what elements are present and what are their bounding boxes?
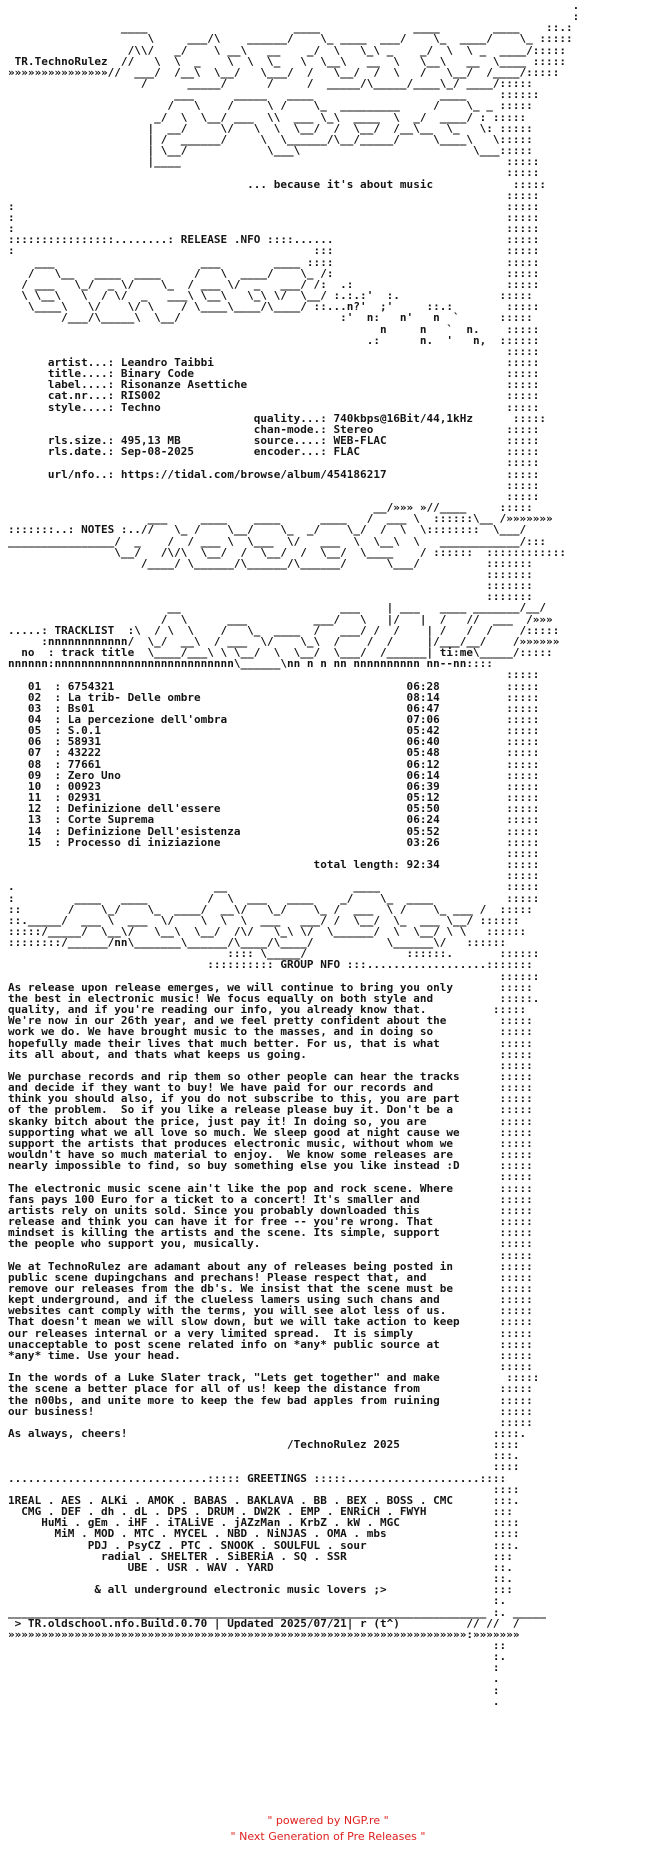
tagline-line: " Next Generation of Pre Releases " — [230, 1830, 426, 1843]
powered-by-line: " powered by NGP.re " — [267, 1814, 389, 1827]
nfo-text-block: . : ____ ____ ____ ____ ::.: \ ___/\ ______/ \_ ____ ___/ \_ ____/ \_ ::::: /\\/ _/ \ __\ __ _/ \ \_\ _ _/ \ \ _ ____/::::: TR.TechnoRulez // \ \ _ \ \ \_ \ \__\ __ \ \__\ __ \____ ::::: »»»»»»»»»»»»»»»// ___/ /__\ \__/ \___/ / \__/ / \ / \__/ /____/::::: / _____/ / / _____/\_____/____\_/ ____/::::: ___ _____ ____ ____ :::::: / \ / \ / \_ _________ / \_ _ ::::: _/ \ \__/ ___ \\ ___ \_\ ____ \ _/ ____/ : ::::: | __/ \/ \ \ \__/ / \__/ /__\__ \_ \: ::::: | / ______/ \ \______/\__/_____/ \____\ \::::: | \__/ \___\ \___::::: |____ ::::: ::::: ... because it's about music ::::: ::::: : ::::: : ::::: : ::::: ::::::::::::::::........: RELEASE .NFO ::::...... ::::: : ::: ::::: ___ ___ ____ :::: ::::: / \__ ____ ____ / \ ____/ \_ /: ::::: / ___ \_/ _ \/ \_ / ___ \/ _ ___/ /: .: ::::: \ \__\ \ / \/ _ ___\ \__\ \_\ \/ \__/ :.:.:' :. ::::: \____\ \/ \/ \ / \____\____/\____/ ::...n?' ;' ::.: ::::: /___/\_____\ \__/ :' n: n' n ` ::::: n n ` n. ::::: .: n. ' n, :::::: ::::: artist...: Leandro Taibbi ::::: title....: Binary Code ::::: label....: Risonanze Asettiche ::::: cat.nr...: RIS002 ::::: style....: Techno ::::: quality...: 740kbps@16Bit/44,1kHz ::::: chan-mode.: Stereo ::::: rls.size.: 495,13 MB source....: WEB-FLAC ::::: rls.date.: Sep-08-2025 encoder...: FLAC ::::: ::::: url/nfo..: https://tidal.com/browse/album/454186217 ::::: ::::: ::::: __/»»» »//____ ::::: ___ ____ ____ ____ / ___ \ ::::::\__ /»»»»»»» :::::::..: NOTES :..// \_ / \__/ \_ _/ \_/ / \ \:::::::: \___/ ________________/ _ / / ___ \ \___ \/ ___ \ \__\ \ ____________/::: \__/ /\/\ \__/ / \__/ / \__/ \____ / :::::: :::::::::::: /____/ \______/\______/\______/ \___/ ::::::: ::::::: ::::::: ::::::: __ ___ | ___ ____ _______/__/ / \ ___ ___/ \ |/ | / // ___ /»»» .....: TRACKLIST :\ / \ \ / \_ ____ / ___/ / / | / / / /::::: :nnnnnnnnnnnn/ \_/ __\ / ___ \/ \_\ / / / |/___/__/ /»»»»»» no : track title \____/___\ \ \__/ \ \__/ \___/ /______| ti:me\_____/::::: nnnnnn:nnnnnnnnnnnnnnnnnnnnnnnnnnn\______\nn n n nn nnnnnnnnnn nn--nn:::: ::::: 01 : 6754321 06:28 ::::: 02 : La trib- Delle ombre 08:14 ::::: 03 : Bs01 06:47 ::::: 04 : La percezione dell'ombra 07:06 ::::: 05 : S.0.1 05:42 ::::: 06 : 58931 06:40 ::::: 07 : 43222 05:48 ::::: 08 : 77661 06:12 ::::: 09 : Zero Uno 06:14 ::::: 10 : 00923 06:39 ::::: 11 : 02931 05:12 ::::: 12 : Definizione dell'essere 05:50 ::::: 13 : Corte Suprema 06:24 ::::: 14 : Definizione Dell'esistenza 05:52 ::::: 15 : Processo di iniziazione 03:26 ::::: ::::: total length: 92:34 ::::: ::::: . __ ____ ::::: : ____ ____ / \ ___ ____ _/ \_ ____ ::::: :: / \_/ \_ ____/ __\/ \_/ \_ / ___ \ / \_ ___ / ::::: ::._____/ ___ \ ___ \/ \ \ \ ___ ___/ / \__/ \_ ___ \__/ :::::: :::::/_____/ \__\/ \__\ \__/ /\/ \_\ \/ \______/ \ \__/ \ \ :::::: ::::::::/______/nn\_______\______/\____/\____/ \______\/ :::::: :::: \_____/ ::::::. :::::: :::::::::: GROUP NFO :::..................::::::: :::::: As release upon release emerges, we will continue to bring you only ::::: the best in electronic music! We focus equally on both style and :::::. quality, and if you're reading our info, you already know that. ::::: We're now in our 26th year, and we feel pretty confident about the ::::: work we do. We have brought music to the masses, and in doing so ::::: hopefully made their lives that much better. For us, that is what ::::: its all about, and thats what keeps us going. ::::: ::::: We purchase records and rip them so other people can hear the tracks ::::: and decide if they want to buy! We have paid for our records and ::::: think you should also, if you do not subscribe to this, you are part ::::: of the problem. So if you like a release please buy it. Don't be a ::::: skanky bitch about the price, just pay it! In doing so, you are ::::: supporting what we all love so much. We sleep good at night cause we ::::: support the artists that produces electronic music, without whom we ::::: wouldn't have so much material to enjoy. We know some releases are ::::: nearly impossible to find, so buy something else you like instead :D ::::: ::::: The electronic music scene ain't like the pop and rock scene. Where ::::: fans pays 100 Euro for a ticket to a concert! It's smaller and ::::: artists rely on units sold. Since you probably downloaded this ::::: release and think you can have it for free -- you're wrong. That ::::: mindset is killing the artists and the scene. Its simple, support ::::: the people who support you, musically. ::::: ::::: We at TechnoRulez are adamant about any of releases being posted in ::::: public scene dupingchans and prechans! Please respect that, and ::::: remove our releases from the db's. We insist that the scene must be ::::: kept underground, and if the clueless lamers using such chans and ::::: websites cant comply with the terms, you will see alot less of us. ::::: That doesn't mean we will slow down, but we will take action to keep ::::: our releases internal or a very limited spread. It is simply ::::: unacceptable to post scene related info on *any* public source at ::::: *any* time. Use your head. ::::: ::::: In the words of a Luke Slater track, "Lets get together" and make ::::: the scene a better place for all of us! keep the distance from ::::: the n00bs, and unite more to keep the few bad apples from ruining ::::: our business! ::::: ::::: As always, cheers! ::::. /TechnoRulez 2025 :::: :::. :::: ..............................::::: GREETINGS :::::....................:::: :::: 1REAL . AES . ALKi . AMOK . BABAS . BAKLAVA . BB . BEX . BOSS . CMC :::. CMG . DEF . dh . dL . DPS . DRUM . DW2K . EMP . ENRiCH . FWYH ::: HuMi . gEm . iHF . iTALiVE . jAZzMan . KrbZ . kW . MGC :::: MiM . MOD . MTC . MYCEL . NBD . NiNJAS . OMA . mbs :::: PDJ . PsyCZ . PTC . SNOOK . SOULFUL . sour :::. radial . SHELTER . SiBERiA . SQ . SSR ::: UBE . USR . WAV . YARD ::. ::. & all underground electronic music lovers ;> ::: :. ________________________________________________________________________ :. _____ > TR.oldschool.nfo.Build.0.70 | Updated 2025/07/21| r (t^) // // / »»»»»»»»»»»»»»»»»»»»»»»»»»»»»»»»»»»»»»»»»»»»»»»»»»»»»»»»»»»»»»»»»»»»»:»»»»»»» :: :. : . : . — [8, 0, 580, 1708]
powered-by-footer — [0, 1813, 656, 1845]
